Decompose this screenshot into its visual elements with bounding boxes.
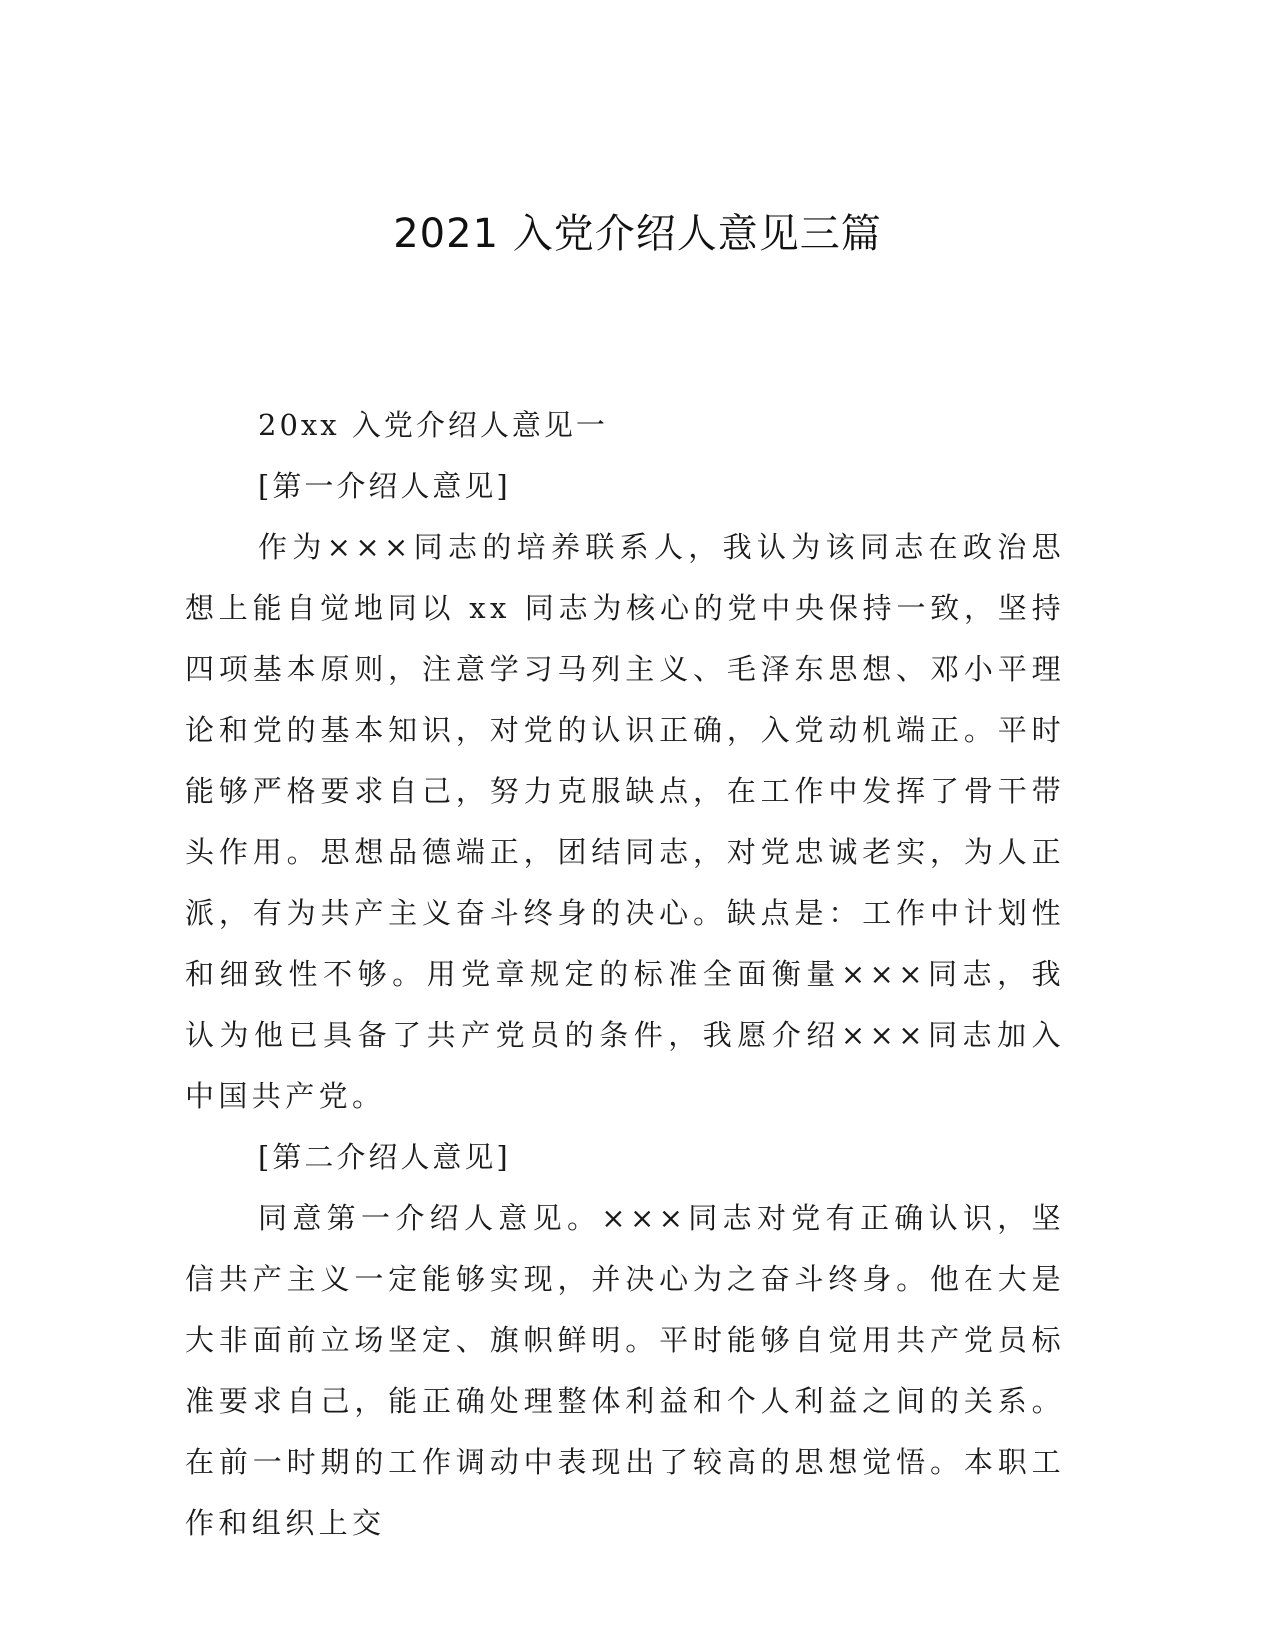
first-introducer-label: [第一介绍人意见] xyxy=(258,469,511,503)
second-introducer-paragraph: 同意第一介绍人意见。×××同志对党有正确认识，坚信共产主义一定能够实现，并决心为之奋斗终身。他在大是大非面前立场坚定、旗帜鲜明。平时能够自觉用共产党员标准要求自己，能正确处理整体利益和个人利益之间的关系。在前一时期的工作调动中表现出了较高的思想觉悟。本职工作和组织上交 xyxy=(185,1201,1065,1540)
document-body xyxy=(185,395,1065,1554)
section-heading: 20xx 入党介绍人意见一 xyxy=(258,408,608,442)
second-introducer-label: [第二介绍人意见] xyxy=(258,1140,511,1174)
document-title: 2021 入党介绍人意见三篇 xyxy=(393,211,882,257)
first-introducer-paragraph: 作为×××同志的培养联系人，我认为该同志在政治思想上能自觉地同以 xx 同志为核心的党中央保持一致，坚持四项基本原则，注意学习马列主义、毛泽东思想、邓小平理论和党的基本知识，对党的认识正确，入党动机端正。平时能够严格要求自己，努力克服缺点，在工作中发挥了骨干带头作用。思想品德端正，团结同志，对党忠诚老实，为人正派，有为共产主义奋斗终身的决心。缺点是：工作中计划性和细致性不够。用党章规定的标准全面衡量×××同志，我认为他已具备了共产党员的条件，我愿介绍×××同志加入中国共产党。 xyxy=(185,530,1065,1113)
